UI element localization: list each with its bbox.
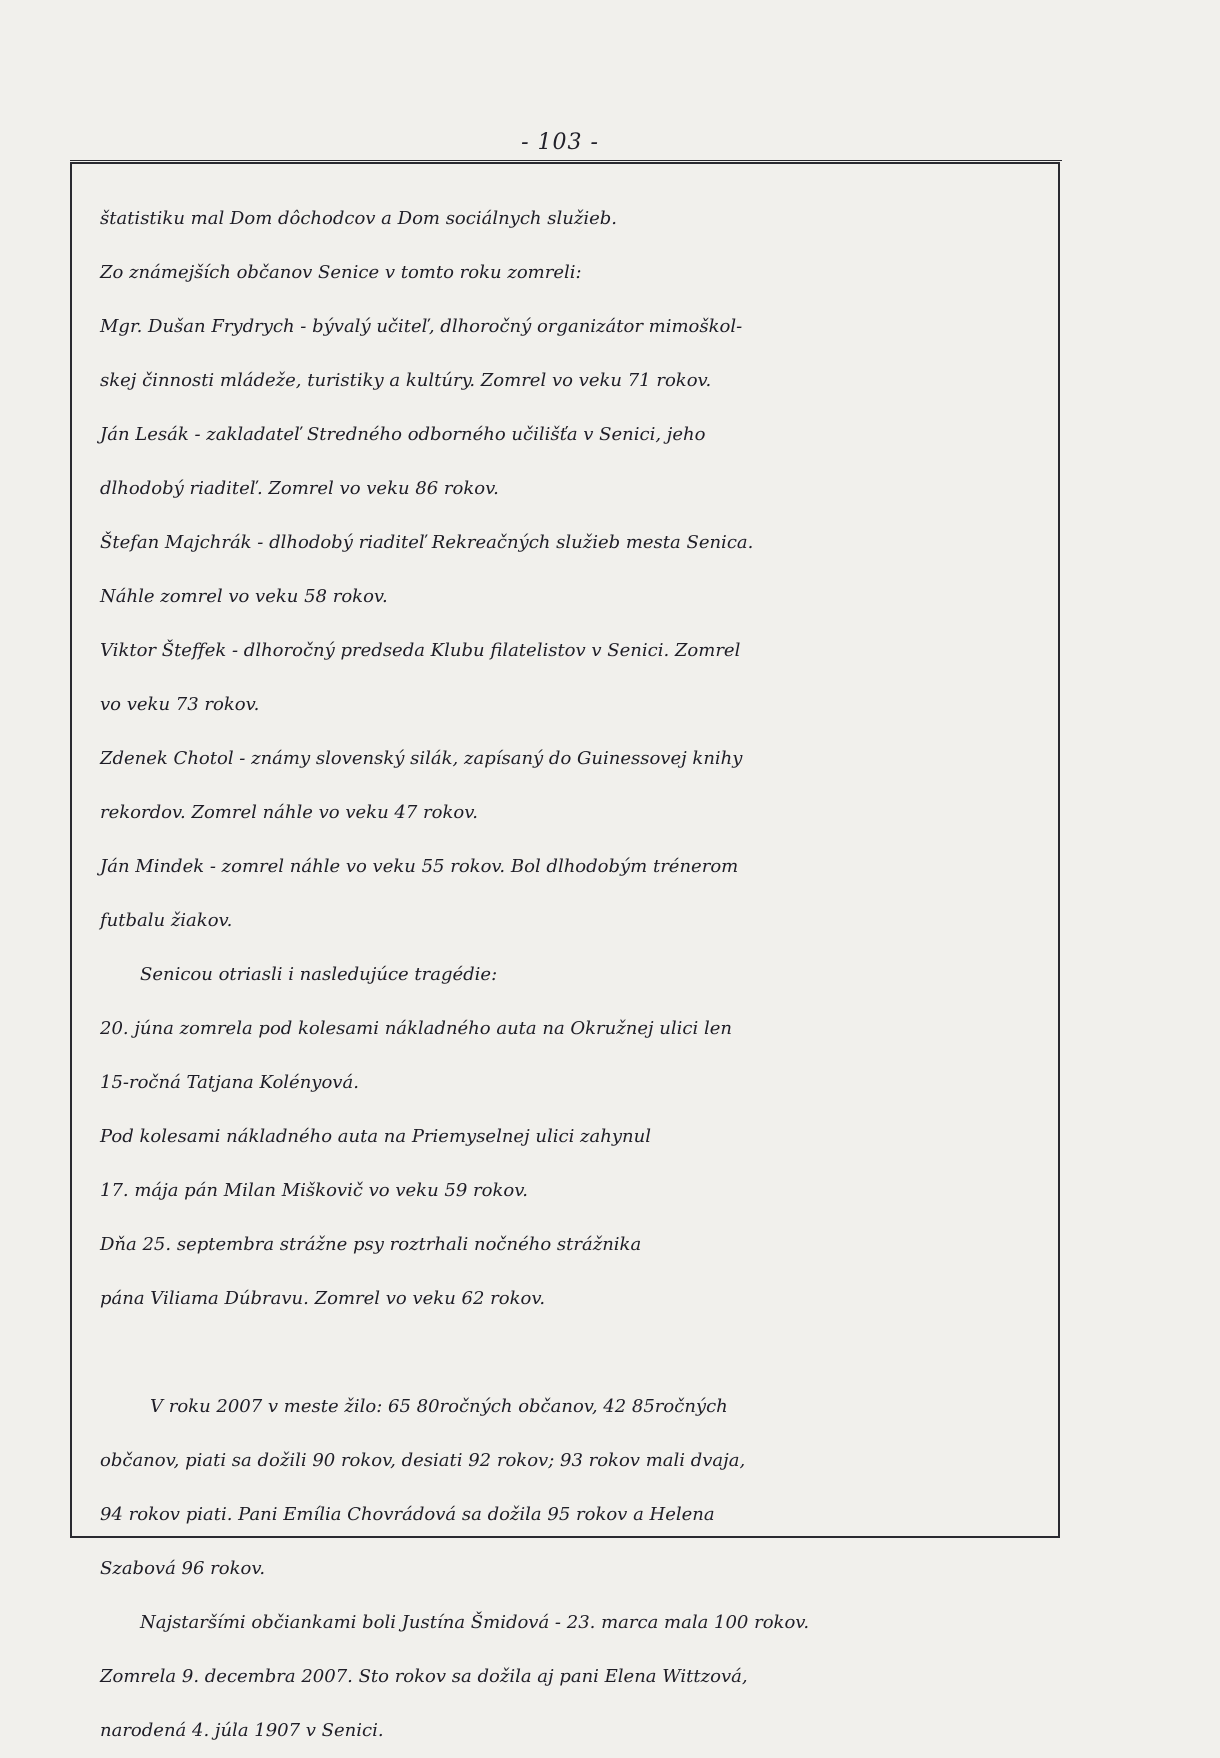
text-line: Mgr. Dušan Frydrych - bývalý učiteľ, dlhoročný organizátor mimoškol- — [100, 316, 743, 337]
page-number: - 103 - — [521, 130, 599, 155]
text-line: vo veku 73 rokov. — [100, 694, 260, 715]
text-line: Štefan Majchrák - dlhodobý riaditeľ Rekreačných služieb mesta Senica. — [100, 532, 754, 553]
text-line: V roku 2007 v meste žilo: 65 80ročných občanov, 42 85ročných — [150, 1396, 728, 1417]
text-line: Zo známejších občanov Senice v tomto roku zomreli: — [100, 262, 582, 283]
text-line: dlhodobý riaditeľ. Zomrel vo veku 86 rokov. — [100, 478, 499, 499]
text-line: futbalu žiakov. — [100, 910, 233, 931]
text-line: Szabová 96 rokov. — [100, 1558, 266, 1579]
text-line: Náhle zomrel vo veku 58 rokov. — [100, 586, 388, 607]
handwritten-text-block — [100, 192, 1065, 1758]
frame-top-rule — [70, 160, 1062, 161]
paragraph-gap — [100, 1326, 1065, 1380]
text-line: Ján Mindek - zomrel náhle vo veku 55 rokov. Bol dlhodobým trénerom — [100, 856, 739, 877]
text-line: rekordov. Zomrel náhle vo veku 47 rokov. — [100, 802, 478, 823]
text-line: Zomrela 9. decembra 2007. Sto rokov sa dožila aj pani Elena Wittzová, — [100, 1666, 748, 1687]
text-line: 20. júna zomrela pod kolesami nákladného auta na Okružnej ulici len — [100, 1018, 732, 1039]
text-line: 15-ročná Tatjana Kolényová. — [100, 1072, 359, 1093]
text-line: narodená 4. júla 1907 v Senici. — [100, 1720, 384, 1741]
text-line: Ján Lesák - zakladateľ Stredného odborného učilišťa v Senici, jeho — [100, 424, 706, 445]
text-line: Dňa 25. septembra strážne psy roztrhali nočného strážnika — [100, 1234, 642, 1255]
text-line: 94 rokov piati. Pani Emília Chovrádová sa dožila 95 rokov a Helena — [100, 1504, 715, 1525]
text-line: občanov, piati sa dožili 90 rokov, desiati 92 rokov; 93 rokov mali dvaja, — [100, 1450, 746, 1471]
text-line: štatistiku mal Dom dôchodcov a Dom sociálnych služieb. — [100, 208, 617, 229]
text-line: 17. mája pán Milan Miškovič vo veku 59 rokov. — [100, 1180, 528, 1201]
text-line: Pod kolesami nákladného auta na Priemyselnej ulici zahynul — [100, 1126, 651, 1147]
text-line: Zdenek Chotol - známy slovenský silák, zapísaný do Guinessovej knihy — [100, 748, 743, 769]
text-line: pána Viliama Dúbravu. Zomrel vo veku 62 rokov. — [100, 1288, 546, 1309]
text-line: skej činnosti mládeže, turistiky a kultúry. Zomrel vo veku 71 rokov. — [100, 370, 712, 391]
text-line: Senicou otriasli i nasledujúce tragédie: — [140, 964, 498, 985]
text-line: Najstaršími občiankami boli Justína Šmidová - 23. marca mala 100 rokov. — [140, 1612, 810, 1633]
text-line: Viktor Šteffek - dlhoročný predseda Klubu filatelistov v Senici. Zomrel — [100, 640, 741, 661]
